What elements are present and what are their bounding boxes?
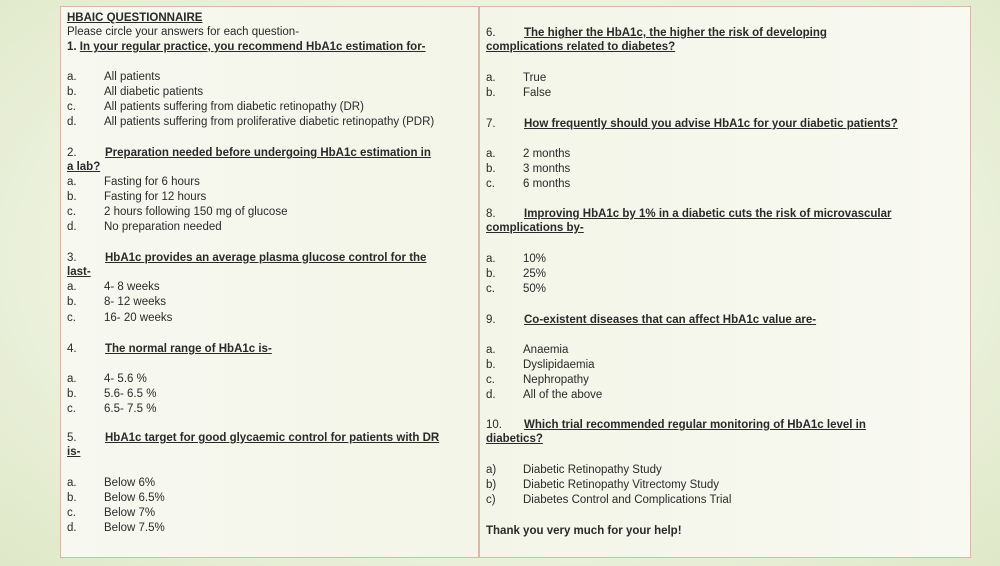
question-1-number: 1. bbox=[67, 41, 77, 53]
question-5-option-d[interactable] bbox=[67, 521, 165, 535]
question-9-option-b[interactable] bbox=[486, 358, 595, 372]
question-2-option-a[interactable] bbox=[67, 175, 200, 189]
question-5-number: 5. bbox=[67, 432, 77, 444]
question-5-option-b[interactable] bbox=[67, 491, 165, 505]
option-marker: b. bbox=[486, 163, 496, 175]
question-1-option-b[interactable] bbox=[67, 85, 203, 99]
question-7-option-c[interactable] bbox=[486, 177, 570, 191]
question-9-number: 9. bbox=[486, 314, 496, 326]
question-6-text-line2: complications related to diabetes? bbox=[486, 41, 676, 53]
question-1-text: In your regular practice, you recommend HbA1c estimation for- bbox=[79, 41, 426, 53]
question-1-option-a[interactable] bbox=[67, 70, 160, 84]
option-marker: a) bbox=[486, 464, 497, 476]
option-text: 5.6- 6.5 % bbox=[104, 388, 157, 400]
question-3-text-line2: last- bbox=[67, 266, 91, 278]
option-text: False bbox=[523, 87, 552, 99]
option-marker: b. bbox=[67, 86, 77, 98]
question-6-text-line1: The higher the HbA1c, the higher the risk of developing bbox=[524, 27, 827, 39]
option-marker: a. bbox=[67, 373, 77, 385]
question-10-option-b[interactable] bbox=[486, 478, 719, 492]
option-text: True bbox=[523, 72, 547, 84]
option-text: 16- 20 weeks bbox=[104, 312, 173, 324]
option-marker: d. bbox=[486, 389, 496, 401]
option-marker: b. bbox=[67, 492, 77, 504]
option-marker: b. bbox=[486, 268, 496, 280]
option-text: Below 6.5% bbox=[104, 492, 165, 504]
option-text: Diabetes Control and Complications Trial bbox=[523, 494, 732, 506]
question-1-option-c[interactable] bbox=[67, 100, 364, 114]
question-8-text-line2: complications by- bbox=[486, 222, 584, 234]
option-text: 2 months bbox=[523, 148, 571, 160]
option-marker: c. bbox=[67, 312, 76, 324]
option-marker: d. bbox=[67, 221, 77, 233]
question-2-number: 2. bbox=[67, 147, 77, 159]
option-marker: a. bbox=[67, 71, 77, 83]
question-3 bbox=[67, 251, 426, 265]
question-4-option-a[interactable] bbox=[67, 372, 147, 386]
question-7 bbox=[486, 117, 898, 131]
question-5-text-line1: HbA1c target for good glycaemic control for patients with DR bbox=[105, 432, 440, 444]
option-text: Below 7% bbox=[104, 507, 156, 519]
option-marker: c. bbox=[486, 283, 495, 295]
question-8-option-a[interactable] bbox=[486, 252, 546, 266]
option-marker: c. bbox=[67, 403, 76, 415]
option-marker: b. bbox=[486, 87, 496, 99]
question-8-text-line1: Improving HbA1c by 1% in a diabetic cuts the risk of microvascular bbox=[524, 208, 892, 220]
option-text: 4- 5.6 % bbox=[104, 373, 147, 385]
option-marker: b. bbox=[67, 296, 77, 308]
question-8-option-b[interactable] bbox=[486, 267, 546, 281]
question-3-option-b[interactable] bbox=[67, 295, 166, 309]
option-text: 8- 12 weeks bbox=[104, 296, 167, 308]
question-6-option-b[interactable] bbox=[486, 86, 551, 100]
option-text: Dyslipidaemia bbox=[523, 359, 595, 371]
question-4-option-c[interactable] bbox=[67, 402, 156, 416]
option-text: All patients suffering from diabetic retinopathy (DR) bbox=[104, 101, 364, 113]
question-7-number: 7. bbox=[486, 118, 496, 130]
question-5-text-line2: is- bbox=[67, 446, 81, 458]
question-6-option-a[interactable] bbox=[486, 71, 546, 85]
option-marker: a. bbox=[67, 281, 77, 293]
question-2 bbox=[67, 146, 431, 160]
option-text: Below 7.5% bbox=[104, 522, 165, 534]
option-marker: c. bbox=[67, 206, 76, 218]
question-9-option-d[interactable] bbox=[486, 388, 602, 402]
page-title: HBAIC QUESTIONNAIRE bbox=[67, 12, 203, 24]
question-10-option-a[interactable] bbox=[486, 463, 662, 477]
question-1-option-d[interactable] bbox=[67, 115, 434, 129]
question-6 bbox=[486, 26, 827, 40]
question-10-text-line2: diabetics? bbox=[486, 433, 543, 445]
question-3-option-a[interactable] bbox=[67, 280, 160, 294]
question-10-option-c[interactable] bbox=[486, 493, 731, 507]
instruction-text: Please circle your answers for each question- bbox=[67, 26, 300, 38]
option-marker: c. bbox=[67, 507, 76, 519]
option-text: 6 months bbox=[523, 178, 571, 190]
option-marker: c) bbox=[486, 494, 496, 506]
question-10-number: 10. bbox=[486, 419, 502, 431]
right-column bbox=[479, 6, 971, 558]
option-text: 4- 8 weeks bbox=[104, 281, 160, 293]
option-text: All patients bbox=[104, 71, 161, 83]
option-marker: c. bbox=[486, 178, 495, 190]
option-marker: a. bbox=[486, 253, 496, 265]
option-text: No preparation needed bbox=[104, 221, 222, 233]
question-9-text: Co-existent diseases that can affect HbA1c value are- bbox=[524, 314, 817, 326]
option-text: Anaemia bbox=[523, 344, 569, 356]
question-7-option-b[interactable] bbox=[486, 162, 570, 176]
question-4-option-b[interactable] bbox=[67, 387, 156, 401]
option-text: 50% bbox=[523, 283, 547, 295]
question-2-option-b[interactable] bbox=[67, 190, 206, 204]
option-marker: a. bbox=[67, 477, 77, 489]
option-marker: b) bbox=[486, 479, 497, 491]
option-text: 2 hours following 150 mg of glucose bbox=[104, 206, 288, 218]
question-8 bbox=[486, 207, 891, 221]
option-text: 3 months bbox=[523, 163, 571, 175]
question-3-text-line1: HbA1c provides an average plasma glucose control for the bbox=[105, 252, 427, 264]
question-4 bbox=[67, 342, 272, 356]
option-text: All patients suffering from proliferative diabetic retinopathy (PDR) bbox=[104, 116, 435, 128]
question-5-option-a[interactable] bbox=[67, 476, 155, 490]
question-7-option-a[interactable] bbox=[486, 147, 570, 161]
question-9-option-a[interactable] bbox=[486, 343, 568, 357]
option-text: 6.5- 7.5 % bbox=[104, 403, 157, 415]
question-2-text-line2: a lab? bbox=[67, 161, 101, 173]
question-4-number: 4. bbox=[67, 343, 77, 355]
question-9-option-c[interactable] bbox=[486, 373, 589, 387]
question-3-number: 3. bbox=[67, 252, 77, 264]
option-marker: a. bbox=[486, 344, 496, 356]
question-1 bbox=[67, 40, 426, 54]
thank-you-note: Thank you very much for your help! bbox=[486, 525, 682, 537]
option-text: Diabetic Retinopathy Study bbox=[523, 464, 662, 476]
option-marker: c. bbox=[67, 101, 76, 113]
option-marker: d. bbox=[67, 522, 77, 534]
question-5 bbox=[67, 431, 439, 445]
option-text: Below 6% bbox=[104, 477, 156, 489]
option-text: All diabetic patients bbox=[104, 86, 204, 98]
left-column bbox=[60, 6, 479, 558]
question-10 bbox=[486, 418, 866, 432]
question-5-option-c[interactable] bbox=[67, 506, 155, 520]
option-marker: b. bbox=[67, 191, 77, 203]
option-text: 10% bbox=[523, 253, 547, 265]
option-marker: a. bbox=[486, 72, 496, 84]
option-marker: d. bbox=[67, 116, 77, 128]
option-text: 25% bbox=[523, 268, 547, 280]
question-6-number: 6. bbox=[486, 27, 496, 39]
option-text: Fasting for 12 hours bbox=[104, 191, 207, 203]
question-2-text-line1: Preparation needed before undergoing HbA1c estimation in bbox=[105, 147, 431, 159]
option-marker: b. bbox=[486, 359, 496, 371]
question-3-option-c[interactable] bbox=[67, 311, 172, 325]
question-2-option-c[interactable] bbox=[67, 205, 287, 219]
option-marker: c. bbox=[486, 374, 495, 386]
question-7-text: How frequently should you advise HbA1c for your diabetic patients? bbox=[524, 118, 898, 130]
question-8-option-c[interactable] bbox=[486, 282, 546, 296]
question-9 bbox=[486, 313, 816, 327]
option-text: All of the above bbox=[523, 389, 603, 401]
option-text: Fasting for 6 hours bbox=[104, 176, 200, 188]
question-4-text: The normal range of HbA1c is- bbox=[105, 343, 272, 355]
option-marker: a. bbox=[67, 176, 77, 188]
option-marker: a. bbox=[486, 148, 496, 160]
option-marker: b. bbox=[67, 388, 77, 400]
option-text: Nephropathy bbox=[523, 374, 589, 386]
question-8-number: 8. bbox=[486, 208, 496, 220]
question-10-text-line1: Which trial recommended regular monitoring of HbA1c level in bbox=[524, 419, 866, 431]
question-2-option-d[interactable] bbox=[67, 220, 222, 234]
option-text: Diabetic Retinopathy Vitrectomy Study bbox=[523, 479, 720, 491]
